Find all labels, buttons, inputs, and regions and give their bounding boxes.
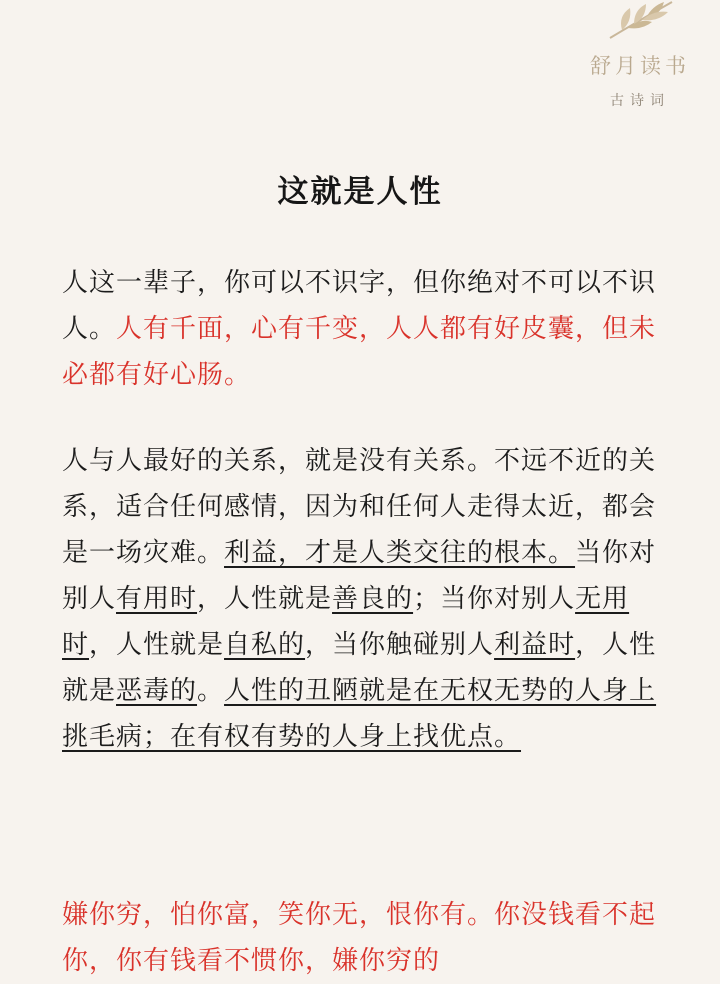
underlined-text: 善良的 <box>332 584 414 614</box>
text-segment: 人与人最好的关系，就是没有关系。不远不近的关系，适合任何感情，因为和任何人走得太近，都会是一场灾难。 <box>62 446 657 568</box>
text-segment: ，人性就是 <box>89 630 225 660</box>
paragraph-1 <box>62 260 662 398</box>
underlined-text: 恶毒的 <box>116 676 198 706</box>
underlined-text: 利益，才是人类交往的根本。 <box>224 538 576 568</box>
highlight-text: 人有千面，心有千变，人人都有好皮囊，但未必都有好心肠。 <box>62 314 657 390</box>
underlined-text: 有用时 <box>116 584 198 614</box>
paragraph-3 <box>62 892 662 984</box>
text-segment: ，人性就是 <box>62 630 657 706</box>
brand-subtitle: 古诗词 <box>610 93 670 109</box>
underlined-text: 自私的 <box>224 630 306 660</box>
text-segment: 当你对别人 <box>62 538 657 614</box>
underlined-text: 利益时 <box>494 630 576 660</box>
underlined-text: 人性的丑陋就是在无权无势的人身上挑毛病；在有权有势的人身上找优点。 <box>62 676 657 752</box>
brand-name: 舒月读书 <box>590 54 690 78</box>
brand-logo <box>560 0 720 120</box>
text-segment: 。 <box>197 676 225 706</box>
text-segment: ；当你对别人 <box>413 584 576 614</box>
leaf-branch-icon <box>600 0 680 40</box>
article-title: 这就是人性 <box>277 174 443 210</box>
underlined-text: 无用时 <box>62 584 630 660</box>
paragraph-2 <box>62 438 662 760</box>
text-segment: 人这一辈子，你可以不识字，但你绝对不可以不识人。 <box>62 268 657 344</box>
text-segment: ，人性就是 <box>197 584 333 614</box>
text-segment: ，当你触碰别人 <box>305 630 495 660</box>
highlight-text: 嫌你穷，怕你富，笑你无，恨你有。你没钱看不起你，你有钱看不惯你，嫌你穷的 <box>62 900 657 976</box>
